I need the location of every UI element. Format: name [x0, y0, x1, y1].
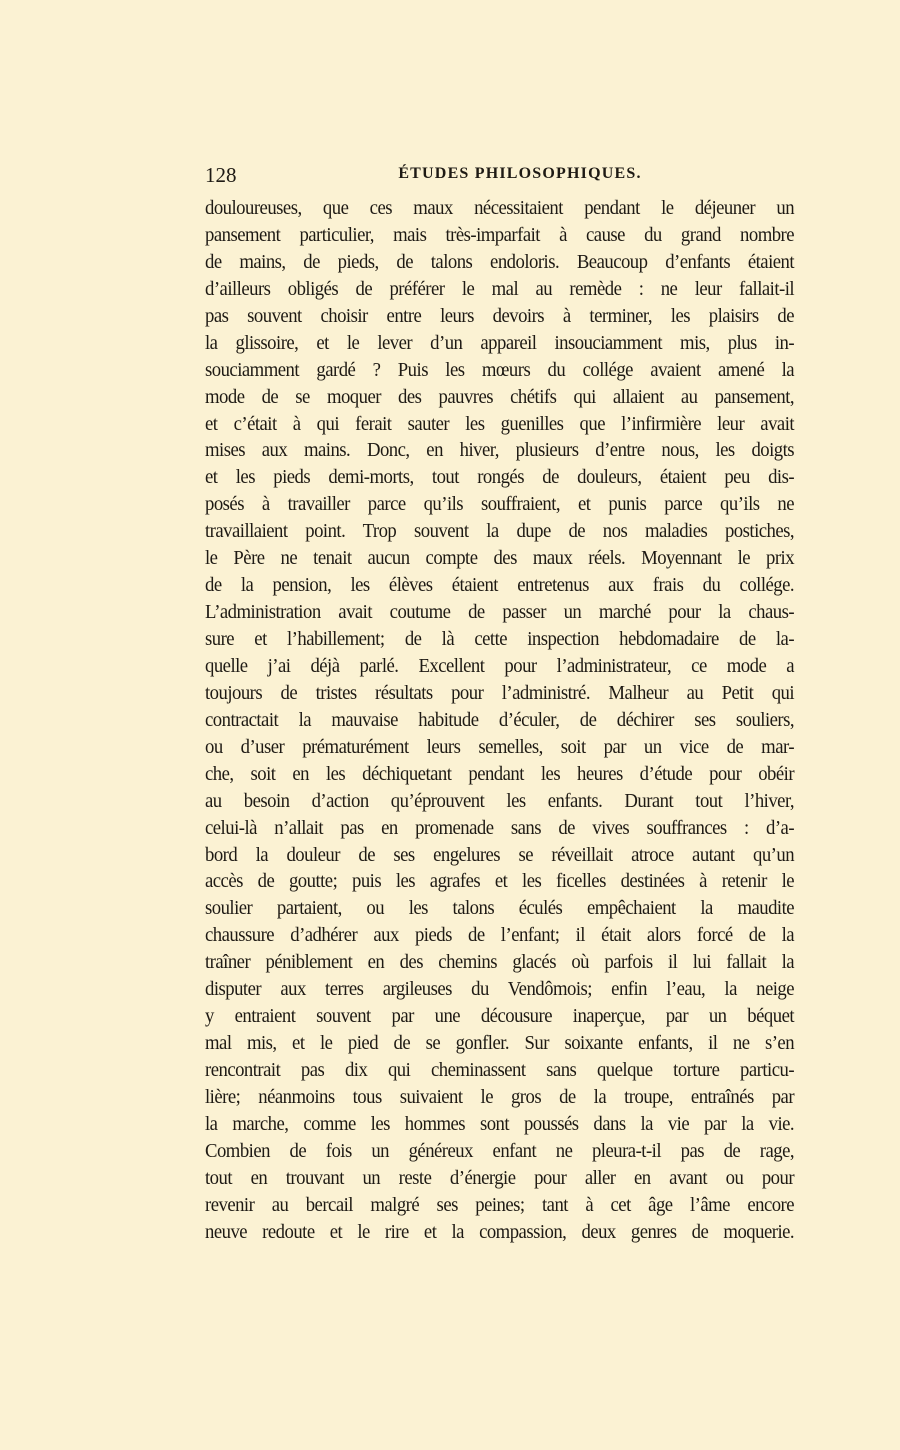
text-line: revenir au bercail malgré ses peines; tant à cet âge l’âme encore	[205, 1194, 795, 1216]
text-line: la marche, comme les hommes sont poussés dans la vie par la vie.	[205, 1113, 795, 1135]
page-number: 128	[205, 163, 237, 187]
text-line: le Père ne tenait aucun compte des maux réels. Moyennant le prix	[205, 548, 795, 570]
text-line: lière; néanmoins tous suivaient le gros de la troupe, entraînés par	[205, 1086, 795, 1108]
text-line: posés à travailler parce qu’ils souffraient, et punis parce qu’ils ne	[205, 494, 795, 516]
text-line: ou d’user prématurément leurs semelles, soit par un vice de mar-	[205, 736, 795, 758]
text-line: neuve redoute et le rire et la compassion, deux genres de moquerie.	[205, 1221, 795, 1243]
text-line: de mains, de pieds, de talons endoloris. Beaucoup d’enfants étaient	[205, 251, 795, 273]
text-line: la glissoire, et le lever d’un appareil insouciamment mis, plus in-	[205, 332, 795, 354]
text-line: souciamment gardé ? Puis les mœurs du collége avaient amené la	[205, 359, 795, 381]
text-line: mises aux mains. Donc, en hiver, plusieurs d’entre nous, les doigts	[205, 440, 795, 462]
text-line: mode de se moquer des pauvres chétifs qui allaient au pansement,	[205, 386, 795, 408]
text-line: rencontrait pas dix qui cheminassent sans quelque torture particu-	[205, 1060, 795, 1081]
text-line: soulier partaient, ou les talons éculés empêchaient la maudite	[205, 898, 795, 920]
text-line: L’administration avait coutume de passer un marché pour la chaus-	[205, 602, 795, 624]
text-line: toujours de tristes résultats pour l’administré. Malheur au Petit qui	[205, 682, 795, 704]
text-line: disputer aux terres argileuses du Vendômois; enfin l’eau, la neige	[205, 979, 795, 1001]
body-text	[205, 196, 795, 1247]
text-line: et les pieds demi-morts, tout rongés de douleurs, étaient peu dis-	[205, 467, 795, 489]
text-line: pansement particulier, mais très-imparfait à cause du grand nombre	[205, 224, 795, 246]
text-line: d’ailleurs obligés de préférer le mal au remède : ne leur fallait-il	[205, 278, 795, 300]
text-line: y entraient souvent par une décousure inaperçue, par un béquet	[205, 1006, 795, 1028]
text-line: tout en trouvant un reste d’énergie pour aller en avant ou pour	[205, 1167, 795, 1189]
text-line: douloureuses, que ces maux nécessitaient pendant le déjeuner un	[205, 198, 795, 219]
text-line: che, soit en les déchiquetant pendant les heures d’étude pour obéir	[205, 763, 795, 785]
text-line: celui-là n’allait pas en promenade sans de vives souffrances : d’a-	[205, 817, 795, 839]
running-title: ÉTUDES PHILOSOPHIQUES.	[398, 165, 642, 182]
text-line: accès de goutte; puis les agrafes et les ficelles destinées à retenir le	[205, 871, 795, 893]
text-line: contractait la mauvaise habitude d’éculer, de déchirer ses souliers,	[205, 709, 795, 731]
text-line: Combien de fois un généreux enfant ne pleura-t-il pas de rage,	[205, 1140, 795, 1162]
text-line: chaussure d’adhérer aux pieds de l’enfant; il était alors forcé de la	[205, 925, 795, 947]
text-line: au besoin d’action qu’éprouvent les enfants. Durant tout l’hiver,	[205, 790, 795, 812]
text-line: et c’était à qui ferait sauter les guenilles que l’infirmière leur avait	[205, 413, 795, 435]
text-line: travaillaient point. Trop souvent la dupe de nos maladies postiches,	[205, 521, 795, 543]
text-line: mal mis, et le pied de se gonfler. Sur soixante enfants, il ne s’en	[205, 1033, 795, 1055]
text-line: bord la douleur de ses engelures se réveillait atroce autant qu’un	[205, 844, 795, 866]
text-line: de la pension, les élèves étaient entretenus aux frais du collége.	[205, 575, 795, 597]
text-line: quelle j’ai déjà parlé. Excellent pour l’administrateur, ce mode a	[205, 655, 795, 677]
text-line: pas souvent choisir entre leurs devoirs à terminer, les plaisirs de	[205, 305, 795, 327]
text-line: traîner péniblement en des chemins glacés où parfois il lui fallait la	[205, 952, 795, 974]
text-line: sure et l’habillement; de là cette inspection hebdomadaire de la-	[205, 629, 795, 650]
running-header	[205, 163, 795, 187]
